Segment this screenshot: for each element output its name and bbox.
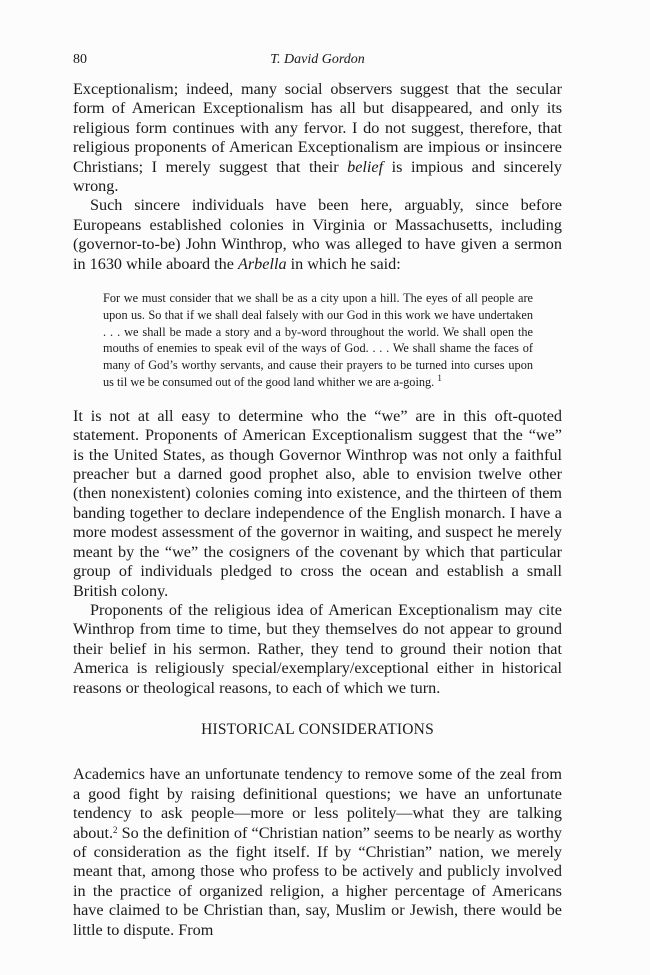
body-text [73, 80, 562, 940]
section-heading: HISTORICAL CONSIDERATIONS [201, 720, 434, 738]
paragraph-1 [73, 80, 562, 196]
paragraph-2-text-b: in which he said: [286, 254, 401, 273]
page-number: 80 [73, 52, 87, 67]
paragraph-2-emphasis: Arbella [237, 254, 287, 273]
paragraph-4: Proponents of the religious idea of American Exceptionalism may cite Winthrop from time to time, but they themselves do not appear to ground their belief in his sermon. Rather, they tend to ground their notion that America is religiously special/exemplary/exceptional either in historical reasons or theological reasons, to each of which we turn. [73, 600, 562, 697]
paragraph-3: It is not at all easy to determine who the “we” are in this oft-quoted statement. Proponents of American Exceptionalism suggest that the “we” is the United States, as though Governor Winthrop was not only a faithful preacher but a darned good prophet also, able to envision twelve other (then nonexistent) colonies coming into existence, and the thirteen of them banding together to declare independence of the English monarch. I have a more modest assessment of the governor in waiting, and suspect he merely meant by the “we” the cosigners of the covenant by which that particular group of individuals pledged to cross the ocean and establish a small British colony. [73, 406, 562, 600]
block-quote [103, 290, 533, 391]
paragraph-2-text-a: Such sincere individuals have been here, arguably, since before Europeans established colonies in Virginia or Massachusetts, including (governor-to-be) John Winthrop, who was alleged to have given a sermon in 1630 while aboard the [73, 196, 562, 273]
page-header [73, 52, 562, 72]
running-head: T. David Gordon [270, 52, 365, 67]
paragraph-5-text-b: So the definition of “Christian nation” seems to be nearly as worthy of consideration as the fight itself. If by “Christian” nation, we merely meant that, among those who profess to be actively and publicly involved in the practice of organized religion, a higher percentage of Americans have claimed to be Christian than, say, Muslim or Jewish, there would be little to dispute. From [73, 823, 562, 939]
paragraph-1-text-a: Exceptionalism; indeed, many social observers suggest that the secular form of American Exceptionalism has all but disappeared, and only its religious form continues with any fervor. I do not suggest, therefore, that religious proponents of American Exceptionalism are impious or insincere Christians; I merely suggest that their [73, 80, 562, 176]
block-quote-text: For we must consider that we shall be as a city upon a hill. The eyes of all people are upon us. So that if we shall deal falsely with our God in this work we have undertaken . . . we shall be made a story and a by-word throughout the world. We shall open the mouths of enemies to speak evil of the ways of God. . . . We shall shame the faces of many of God’s worthy servants, and cause their prayers to be turned into curses upon us til we be consumed out of the good land whither we are a-going. [103, 291, 533, 390]
footnote-marker-1: 1 [437, 373, 442, 384]
paragraph-5 [73, 765, 562, 940]
paragraph-5-text-a: Academics have an unfortunate tendency to remove some of the zeal from a good fight by raising definitional questions; we have an unfortunate tendency to ask people—more or less politely—what they are talking about. [73, 765, 562, 842]
paragraph-1-text-b: is impious and sincerely wrong. [73, 157, 563, 196]
footnote-marker-2: 2 [113, 824, 118, 835]
paragraph-1-emphasis: belief [347, 157, 384, 176]
paragraph-2 [73, 196, 562, 274]
